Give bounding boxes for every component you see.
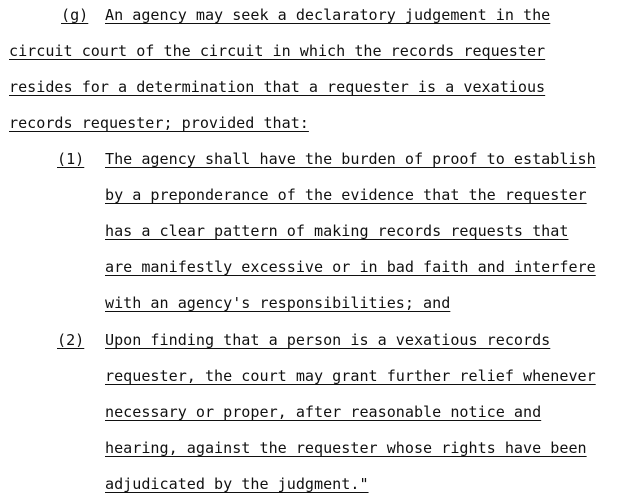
item-2-line-1: Upon finding that a person is a vexatious records [105,331,551,349]
section-g-line-2: circuit court of the circuit in which the records requester [9,42,546,60]
item-2-line-5: adjudicated by the judgment." [105,475,369,493]
item-2-line-3: necessary or proper, after reasonable notice and [105,403,542,421]
item-1-line-2: by a preponderance of the evidence that the requester [105,186,587,204]
section-g-line-1: An agency may seek a declaratory judgement in the [105,6,551,24]
item-1-line-1: The agency shall have the burden of proof to establish [105,150,596,168]
section-g-line-4: records requester; provided that: [9,114,309,132]
item-2-line-4: hearing, against the requester whose rights have been [105,439,587,457]
item-2-label: (2) [57,331,85,349]
item-1-label: (1) [57,150,85,168]
item-1-line-4: are manifestly excessive or in bad faith and interfere [105,258,596,276]
item-1-line-3: has a clear pattern of making records requests that [105,222,569,240]
item-2-line-2: requester, the court may grant further relief whenever [105,367,596,385]
section-g-line-3: resides for a determination that a requester is a vexatious [9,78,546,96]
section-g-label: (g) [61,6,89,24]
item-1-line-5: with an agency's responsibilities; and [105,294,451,312]
